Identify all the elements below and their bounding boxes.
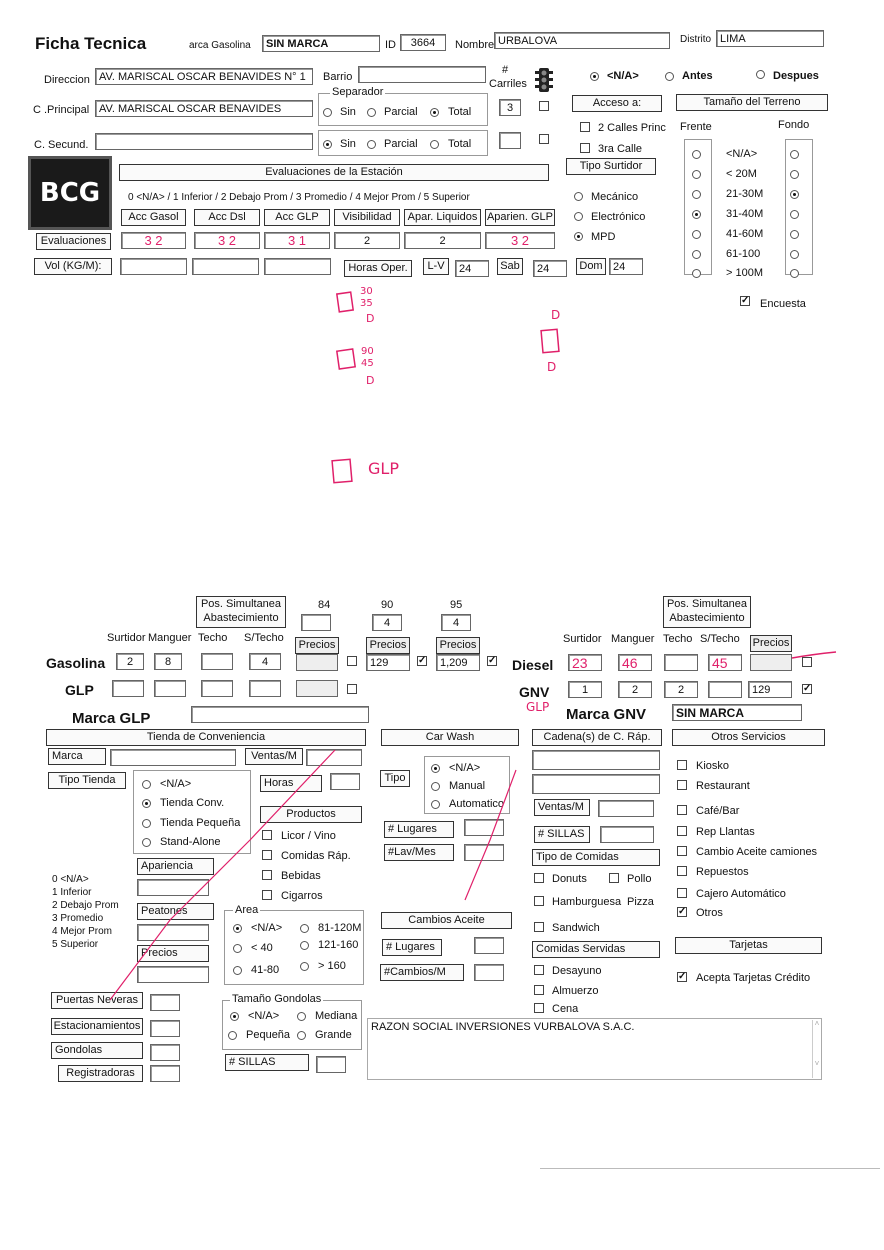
cadena-ventas-field[interactable] — [598, 800, 654, 817]
desayuno-label: Desayuno — [552, 965, 602, 977]
acceso-button[interactable]: Acceso a: — [572, 95, 662, 112]
tarjetas-button[interactable]: Tarjetas — [675, 937, 822, 954]
mpd-radio[interactable] — [574, 232, 583, 241]
gond-pequena-radio[interactable] — [228, 1031, 237, 1040]
annot-30: 30 — [360, 286, 373, 297]
gnv-label: GNV — [519, 684, 550, 700]
otros-check-4[interactable] — [677, 846, 687, 856]
sab-field[interactable]: 24 — [533, 260, 567, 277]
fondo-radio-6[interactable] — [790, 269, 799, 278]
acepta-label: Acepta Tarjetas Crédito — [696, 972, 811, 984]
scale-item: 4 Mejor Prom — [52, 926, 113, 937]
sep2-parcial-label: Parcial — [384, 138, 418, 150]
barrio-field[interactable] — [358, 66, 486, 83]
mecanico-label: Mecánico — [591, 191, 639, 203]
price90-check[interactable]: ✓ — [418, 655, 427, 666]
precios-label: Precios — [137, 945, 209, 962]
annot-d3: D — [551, 308, 561, 322]
mecanico-radio[interactable] — [574, 192, 583, 201]
area-label: 41-80 — [251, 964, 280, 976]
sep-sin-label: Sin — [340, 106, 356, 118]
annot-d2: D — [366, 374, 375, 387]
precios-90-button[interactable]: Precios — [366, 637, 410, 654]
gnv-stecho-field[interactable] — [708, 681, 742, 698]
cw-lavmes-label: #Lav/Mes — [384, 844, 454, 861]
gondolas-field[interactable] — [150, 1044, 180, 1061]
gnv-surtidor-field[interactable]: 1 — [568, 681, 602, 698]
annot-90: 90 — [361, 346, 374, 357]
cadena-title: Cadena(s) de C. Ráp. — [532, 729, 662, 746]
gas-stecho-field[interactable]: 4 — [249, 653, 281, 670]
encuesta-label: Encuesta — [760, 298, 806, 310]
price84-check[interactable] — [347, 656, 357, 666]
fondo-radio-5[interactable] — [790, 250, 799, 259]
gnv-manguer-field[interactable]: 2 — [618, 681, 652, 698]
otros-label: Restaurant — [696, 780, 750, 792]
principal-field[interactable]: AV. MARISCAL OSCAR BENAVIDES — [95, 100, 313, 117]
gnv-price-field[interactable]: 129 — [748, 681, 792, 698]
carriles2-field[interactable] — [499, 132, 521, 149]
registradoras-label: Registradoras — [58, 1065, 143, 1082]
eval-col-header: Aparien. GLP — [485, 209, 555, 226]
dsl-manguer-label: Manguer — [611, 633, 655, 645]
gond-na-label: <N/A> — [248, 1010, 280, 1022]
ca-lugares-label: # Lugares — [382, 939, 442, 956]
glp-surtidor-field[interactable] — [112, 680, 144, 697]
otros-label: Repuestos — [696, 866, 749, 878]
gond-grande-label: Grande — [315, 1029, 352, 1041]
otros-label: Cambio Aceite camiones — [696, 846, 818, 858]
pollo-label: Pollo — [627, 873, 652, 885]
pollo-check[interactable] — [609, 873, 619, 883]
vol-field-2[interactable] — [192, 258, 259, 275]
dsl-techo-field[interactable] — [664, 654, 698, 671]
tienda-peq-label: Tienda Pequeña — [160, 817, 241, 829]
gas-surtidor-field[interactable]: 2 — [116, 653, 144, 670]
dsl-surtidor-field[interactable]: 23 — [568, 654, 602, 671]
tipo-tienda-label: Tipo Tienda — [48, 772, 126, 789]
sep-sin-radio[interactable] — [323, 108, 332, 117]
carriles-field[interactable]: 3 — [499, 99, 521, 116]
dsl-stecho-field[interactable]: 45 — [708, 654, 742, 671]
electronico-radio[interactable] — [574, 212, 583, 221]
oct90-label: 90 — [381, 599, 394, 611]
sep2-total-label: Total — [448, 138, 472, 150]
handwritten-dash — [790, 648, 840, 668]
pizza-label: Pizza — [627, 896, 654, 908]
razon-scrollbar[interactable]: ˄ ˅ — [812, 1020, 821, 1078]
cadena-field-1[interactable] — [532, 750, 660, 770]
glp-manguer-field[interactable] — [154, 680, 186, 697]
eval-col-header: Acc Gasol — [121, 209, 186, 226]
traffic-light-icon — [534, 66, 554, 94]
carriles-check[interactable] — [539, 101, 549, 111]
vol-field-1[interactable] — [120, 258, 187, 275]
glp-stecho-field[interactable] — [249, 680, 281, 697]
annot-d4: D — [547, 360, 557, 374]
dsl-stecho-label: S/Techo — [700, 633, 740, 645]
estac-label: Estacionamientos — [51, 1018, 143, 1035]
timing-antes-radio[interactable] — [665, 72, 674, 81]
annot-glp-2: GLP — [526, 700, 550, 714]
price95-check[interactable]: ✓ — [488, 655, 497, 666]
gasolina-label: Gasolina — [46, 655, 106, 671]
lv-field[interactable]: 24 — [455, 260, 489, 277]
secund-field[interactable] — [95, 133, 313, 150]
cw-na-label: <N/A> — [449, 762, 481, 774]
otros-check-2[interactable] — [677, 805, 687, 815]
productos-button[interactable]: Productos — [260, 806, 362, 823]
marca-gnv-field[interactable]: SIN MARCA — [672, 704, 802, 721]
fondo-radio-3[interactable] — [790, 210, 799, 219]
sep-parcial-radio[interactable] — [367, 108, 376, 117]
price84-field[interactable] — [296, 654, 338, 671]
page-title: Ficha Tecnica — [35, 34, 147, 53]
eval-value-field[interactable]: 2 — [404, 232, 481, 249]
tienda-marca-label: Marca — [48, 748, 106, 765]
tipo-comidas-label: Tipo de Comidas — [532, 849, 660, 866]
terreno-size-label: <N/A> — [726, 148, 758, 160]
otros-check-3[interactable] — [677, 826, 687, 836]
glp-price-check[interactable] — [347, 684, 357, 694]
ca-cambios-label: #Cambios/M — [380, 964, 464, 981]
otros-check-0[interactable] — [677, 760, 687, 770]
marca-gasolina-label: arca Gasolina — [189, 40, 251, 51]
cw-manual-label: Manual — [449, 780, 486, 792]
otros-title: Otros Servicios — [672, 729, 825, 746]
frente-radio-6[interactable] — [692, 269, 701, 278]
gas-surtidor-label: Surtidor — [107, 632, 146, 644]
cw-lugares-label: # Lugares — [384, 821, 454, 838]
area-label: < 40 — [251, 942, 273, 954]
otros-check-1[interactable] — [677, 780, 687, 790]
frente-radio-3[interactable] — [692, 210, 701, 219]
otros-label: Cajero Automático — [696, 888, 786, 900]
dos-calles-label: 2 Calles Princ — [598, 122, 666, 134]
cigarros-label: Cigarros — [281, 890, 323, 902]
tercera-calle-check[interactable] — [580, 143, 590, 153]
fondo-radio-4[interactable] — [790, 230, 799, 239]
sep2-total-radio[interactable] — [430, 140, 439, 149]
timing-na-label: <N/A> — [607, 70, 639, 82]
gas-techo-field[interactable] — [201, 653, 233, 670]
otros-check-5[interactable] — [677, 866, 687, 876]
tienda-stand-label: Stand-Alone — [160, 836, 221, 848]
sandwich-label: Sandwich — [552, 922, 600, 934]
handwritten-strokes — [60, 730, 540, 1030]
precios-84-button[interactable]: Precios — [295, 637, 339, 654]
fondo-radio-0[interactable] — [790, 150, 799, 159]
terreno-size-label: 41-60M — [726, 228, 764, 240]
dsl-precios-button[interactable]: Precios — [750, 635, 792, 652]
carwash-title: Car Wash — [381, 729, 519, 746]
cadena-sillas-label: # SILLAS — [534, 826, 590, 843]
sep-total-label: Total — [448, 106, 472, 118]
glp-techo-field[interactable] — [201, 680, 233, 697]
sep2-sin-label: Sin — [340, 138, 356, 150]
bebidas-label: Bebidas — [281, 870, 321, 882]
distrito-field[interactable]: LIMA — [716, 30, 824, 47]
gas-stecho-label: S/Techo — [244, 632, 284, 644]
gas-techo-label: Techo — [198, 632, 228, 644]
acepta-check[interactable]: ✓ — [678, 971, 687, 982]
cw-auto-label: Automatico — [449, 798, 505, 810]
annot-35: 35 — [360, 298, 373, 309]
tienda-horas-label: Horas — [260, 775, 322, 792]
cadena-sillas-field[interactable] — [600, 826, 654, 843]
carriles-label: Carriles — [489, 78, 527, 90]
area-label: 121-160 — [318, 939, 359, 951]
mpd-label: MPD — [591, 231, 616, 243]
marca-gnv-label: Marca GNV — [566, 706, 647, 723]
eval-value-field[interactable]: 3 2 — [194, 232, 260, 249]
timing-na-radio[interactable] — [590, 72, 599, 81]
gond-grande-radio[interactable] — [297, 1031, 306, 1040]
pos-sim-gas: Pos. Simultanea Abastecimiento — [196, 596, 286, 628]
cadena-field-2[interactable] — [532, 774, 660, 794]
scale-item: 1 Inferior — [52, 887, 92, 898]
frente-radio-1[interactable] — [692, 170, 701, 179]
dos-calles-check[interactable] — [580, 122, 590, 132]
hamburguesa-label: Hamburguesa — [552, 896, 622, 908]
oct90-field[interactable]: 4 — [372, 614, 402, 631]
cadena-ventas-label: Ventas/M — [534, 799, 590, 816]
frente-radio-2[interactable] — [692, 190, 701, 199]
pos-sim-diesel: Pos. Simultanea Abastecimiento — [663, 596, 751, 628]
lv-label: L-V — [423, 258, 449, 275]
marca-gasolina-field[interactable]: SIN MARCA — [262, 35, 380, 52]
fondo-radio-1[interactable] — [790, 170, 799, 179]
separador-legend: Separador — [332, 86, 384, 98]
scale-item: 5 Superior — [52, 939, 99, 950]
frente-radio-0[interactable] — [692, 150, 701, 159]
cena-label: Cena — [552, 1003, 579, 1015]
licor-label: Licor / Vino — [281, 830, 336, 842]
otros-label: Otros — [696, 907, 723, 919]
timing-despues-label: Despues — [773, 70, 819, 82]
precios-95-button[interactable]: Precios — [436, 637, 480, 654]
tienda-title: Tienda de Conveniencia — [46, 729, 366, 746]
carriles2-check[interactable] — [539, 134, 549, 144]
area-label: > 160 — [318, 960, 346, 972]
marca-glp-field[interactable] — [191, 706, 369, 723]
eval-value-field[interactable]: 3 2 — [121, 232, 186, 249]
dsl-techo-label: Techo — [663, 633, 693, 645]
area-label: 81-120M — [318, 922, 362, 934]
terreno-size-label: 31-40M — [726, 208, 764, 220]
scale-item: 3 Promedio — [52, 913, 104, 924]
encuesta-check[interactable]: ✓ — [741, 295, 750, 306]
tienda-conv-label: Tienda Conv. — [160, 797, 225, 809]
comidas-servidas-label: Comidas Servidas — [532, 941, 660, 958]
eval-title: Evaluaciones de la Estación — [119, 164, 549, 181]
dom-field[interactable]: 24 — [609, 258, 643, 275]
almuerzo-label: Almuerzo — [552, 985, 599, 997]
direccion-label: Direccion — [44, 74, 90, 86]
distrito-label: Distrito — [680, 34, 712, 45]
nombre-label: Nombre — [455, 39, 495, 51]
sep2-parcial-radio[interactable] — [367, 140, 376, 149]
timing-antes-label: Antes — [682, 70, 713, 82]
comidas-label: Comidas Ráp. — [281, 850, 351, 862]
eval-value-field[interactable]: 3 1 — [264, 232, 330, 249]
dom-label: Dom — [576, 258, 606, 275]
dsl-price-field[interactable] — [750, 654, 792, 671]
eval-col-header: Apar. Liquidos — [404, 209, 481, 226]
otros-label: Rep Llantas — [696, 826, 755, 838]
eval-col-header: Acc Dsl — [194, 209, 260, 226]
horas-oper-button[interactable]: Horas Oper. — [344, 260, 412, 277]
carwash-tipo-label: Tipo — [380, 770, 410, 787]
sep-total-radio[interactable] — [430, 108, 439, 117]
oct84-label: 84 — [318, 599, 331, 611]
frente-radio-4[interactable] — [692, 230, 701, 239]
price90-field[interactable]: 129 — [366, 654, 410, 671]
eval-col-header: Visibilidad — [334, 209, 400, 226]
terreno-button[interactable]: Tamaño del Terreno — [676, 94, 828, 111]
eval-value-field[interactable]: 2 — [334, 232, 400, 249]
tercera-calle-label: 3ra Calle — [598, 143, 643, 155]
donuts-label: Donuts — [552, 873, 587, 885]
peatones-label: Peatones — [137, 903, 214, 920]
oct84-field[interactable] — [301, 614, 331, 631]
barrio-label: Barrio — [323, 71, 353, 83]
otros-check-7[interactable]: ✓ — [678, 906, 687, 917]
annot-45: 45 — [361, 358, 374, 369]
annot-d1: D — [366, 312, 375, 325]
tienda-sillas-label: # SILLAS — [225, 1054, 309, 1071]
page-footer-line — [540, 1168, 880, 1169]
marca-glp-label: Marca GLP — [72, 710, 151, 727]
gas-manguer-field[interactable]: 8 — [154, 653, 182, 670]
vol-label: Vol (KG/M): — [34, 258, 112, 275]
timing-despues-radio[interactable] — [756, 70, 765, 79]
glp-price-field[interactable] — [296, 680, 338, 697]
id-label: ID — [385, 39, 396, 51]
gond-mediana-label: Mediana — [315, 1010, 358, 1022]
frente-radio-5[interactable] — [692, 250, 701, 259]
gondolas-size-legend: Tamaño Gondolas — [232, 993, 322, 1005]
principal-label: C .Principal — [33, 104, 90, 116]
razon-social-text: RAZON SOCIAL INVERSIONES VURBALOVA S.A.C. — [371, 1021, 635, 1033]
gnv-techo-field[interactable]: 2 — [664, 681, 698, 698]
terreno-size-label: 61-100 — [726, 248, 761, 260]
terreno-size-label: 21-30M — [726, 188, 764, 200]
eval-scale: 0 <N/A> / 1 Inferior / 2 Debajo Prom / 3 Promedio / 4 Mejor Prom / 5 Superior — [128, 192, 470, 203]
gondolas-label: Gondolas — [51, 1042, 143, 1059]
dsl-surtidor-label: Surtidor — [563, 633, 602, 645]
vol-field-3[interactable] — [264, 258, 331, 275]
scale-item: 2 Debajo Prom — [52, 900, 119, 911]
annot-glp: GLP — [368, 459, 399, 478]
nombre-field[interactable]: URBALOVA — [494, 32, 670, 49]
area-label: <N/A> — [251, 922, 283, 934]
sep-parcial-label: Parcial — [384, 106, 418, 118]
bcg-logo: BCG — [28, 156, 112, 230]
eval-col-header: Acc GLP — [264, 209, 330, 226]
fondo-label: Fondo — [778, 119, 810, 131]
scale-item: 0 <N/A> — [52, 874, 89, 885]
frente-label: Frente — [680, 121, 712, 133]
eval-value-field[interactable]: 3 2 — [485, 232, 555, 249]
tienda-na-label: <N/A> — [160, 778, 192, 790]
fondo-radio-2[interactable] — [790, 190, 799, 199]
gas-manguer-label: Manguer — [148, 632, 192, 644]
area-legend: Area — [235, 904, 259, 916]
gnv-price-check[interactable]: ✓ — [803, 683, 812, 694]
electronico-label: Electrónico — [591, 211, 646, 223]
diesel-label: Diesel — [512, 657, 554, 673]
terreno-size-label: < 20M — [726, 168, 757, 180]
tienda-sillas-field[interactable] — [316, 1056, 346, 1073]
otros-check-6[interactable] — [677, 888, 687, 898]
cambios-title: Cambios Aceite — [381, 912, 512, 929]
tienda-ventas-label: Ventas/M — [245, 748, 303, 765]
otros-label: Café/Bar — [696, 805, 740, 817]
puertas-label: Puertas Neveras — [51, 992, 143, 1009]
oct95-label: 95 — [450, 599, 463, 611]
gond-pequena-label: Pequeña — [246, 1029, 291, 1041]
apariencia-label: Apariencia — [137, 858, 214, 875]
id-field[interactable]: 3664 — [400, 34, 446, 51]
dsl-manguer-field[interactable]: 46 — [618, 654, 652, 671]
tipo-surtidor-button[interactable]: Tipo Surtidor — [566, 158, 656, 175]
glp-label: GLP — [65, 682, 94, 698]
terreno-size-label: > 100M — [726, 267, 763, 279]
secund-label: C. Secund. — [34, 139, 89, 151]
direccion-field[interactable]: AV. MARISCAL OSCAR BENAVIDES N° 1 — [95, 68, 313, 85]
price95-field[interactable]: 1,209 — [436, 654, 480, 671]
otros-label: Kiosko — [696, 760, 730, 772]
evaluaciones-button[interactable]: Evaluaciones — [36, 233, 111, 250]
sep2-sin-radio[interactable] — [323, 140, 332, 149]
sab-label: Sab — [497, 258, 523, 275]
oct95-field[interactable]: 4 — [441, 614, 471, 631]
carriles-hash: # — [502, 64, 509, 76]
registradoras-field[interactable] — [150, 1065, 180, 1082]
